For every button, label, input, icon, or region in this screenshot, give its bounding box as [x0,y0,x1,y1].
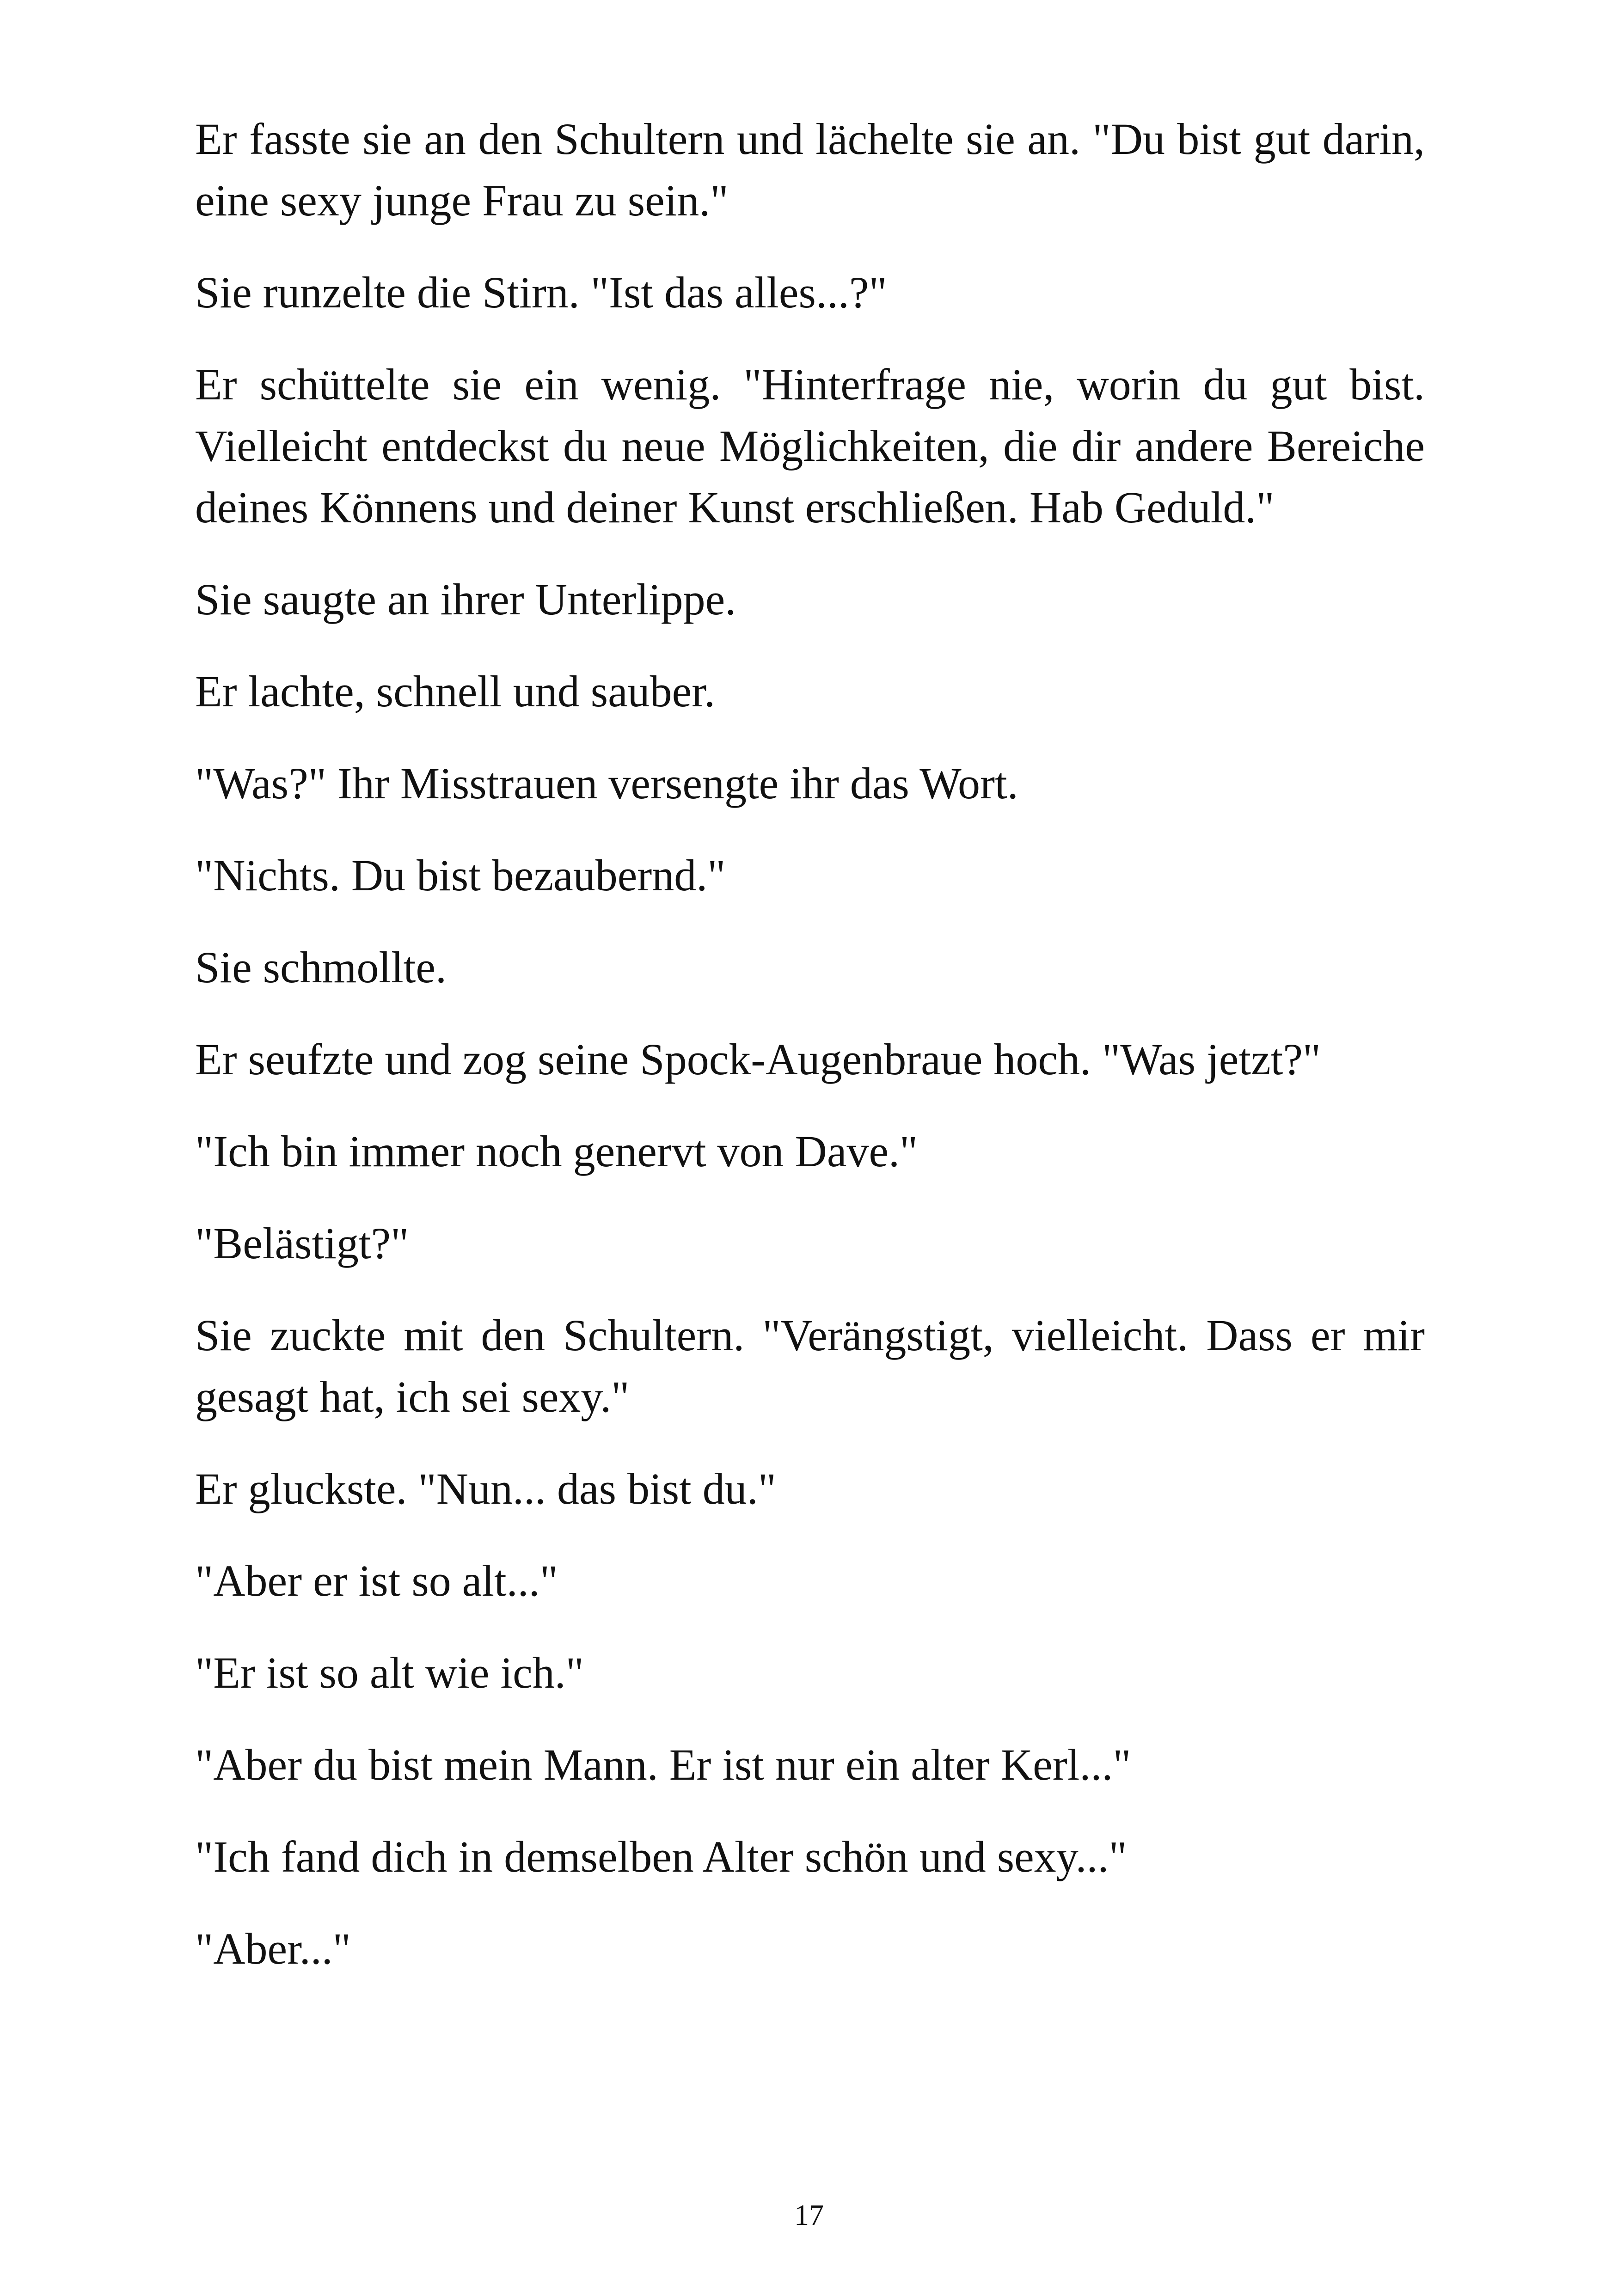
page-number: 17 [794,2198,824,2231]
paragraph: Er lachte, schnell und sauber. [195,667,715,716]
paragraph: Er schüttelte sie ein wenig. "Hinterfrage nie, worin du gut bist. Vielleicht entdeckst du neue Möglichkeiten, die dir andere Bereiche deines Könnens und deiner Kunst erschließen. Hab Geduld." [195,360,1425,532]
paragraph: "Was?" Ihr Misstrauen versengte ihr das Wort. [195,759,1018,808]
paragraph: Sie runzelte die Stirn. "Ist das alles...?" [195,268,887,317]
paragraph: Sie zuckte mit den Schultern. "Verängstigt, vielleicht. Dass er mir gesagt hat, ich sei sexy." [195,1310,1425,1421]
body-text [195,108,1425,2010]
paragraph: Sie schmollte. [195,943,447,992]
paragraph: Sie saugte an ihrer Unterlippe. [195,575,736,624]
paragraph: "Ich fand dich in demselben Alter schön und sexy..." [195,1832,1127,1881]
paragraph: "Ich bin immer noch genervt von Dave." [195,1127,918,1176]
paragraph: "Nichts. Du bist bezaubernd." [195,851,726,900]
paragraph: "Belästigt?" [195,1218,409,1268]
paragraph: "Er ist so alt wie ich." [195,1648,584,1697]
paragraph: "Aber du bist mein Mann. Er ist nur ein alter Kerl..." [195,1740,1131,1789]
paragraph: Er seufzte und zog seine Spock-Augenbraue hoch. "Was jetzt?" [195,1035,1321,1084]
paragraph: "Aber er ist so alt..." [195,1556,558,1605]
paragraph: Er fasste sie an den Schultern und lächelte sie an. "Du bist gut darin, eine sexy junge Frau zu sein." [195,114,1425,225]
paragraph: Er gluckste. "Nun... das bist du." [195,1464,776,1513]
paragraph: "Aber..." [195,1924,351,1973]
